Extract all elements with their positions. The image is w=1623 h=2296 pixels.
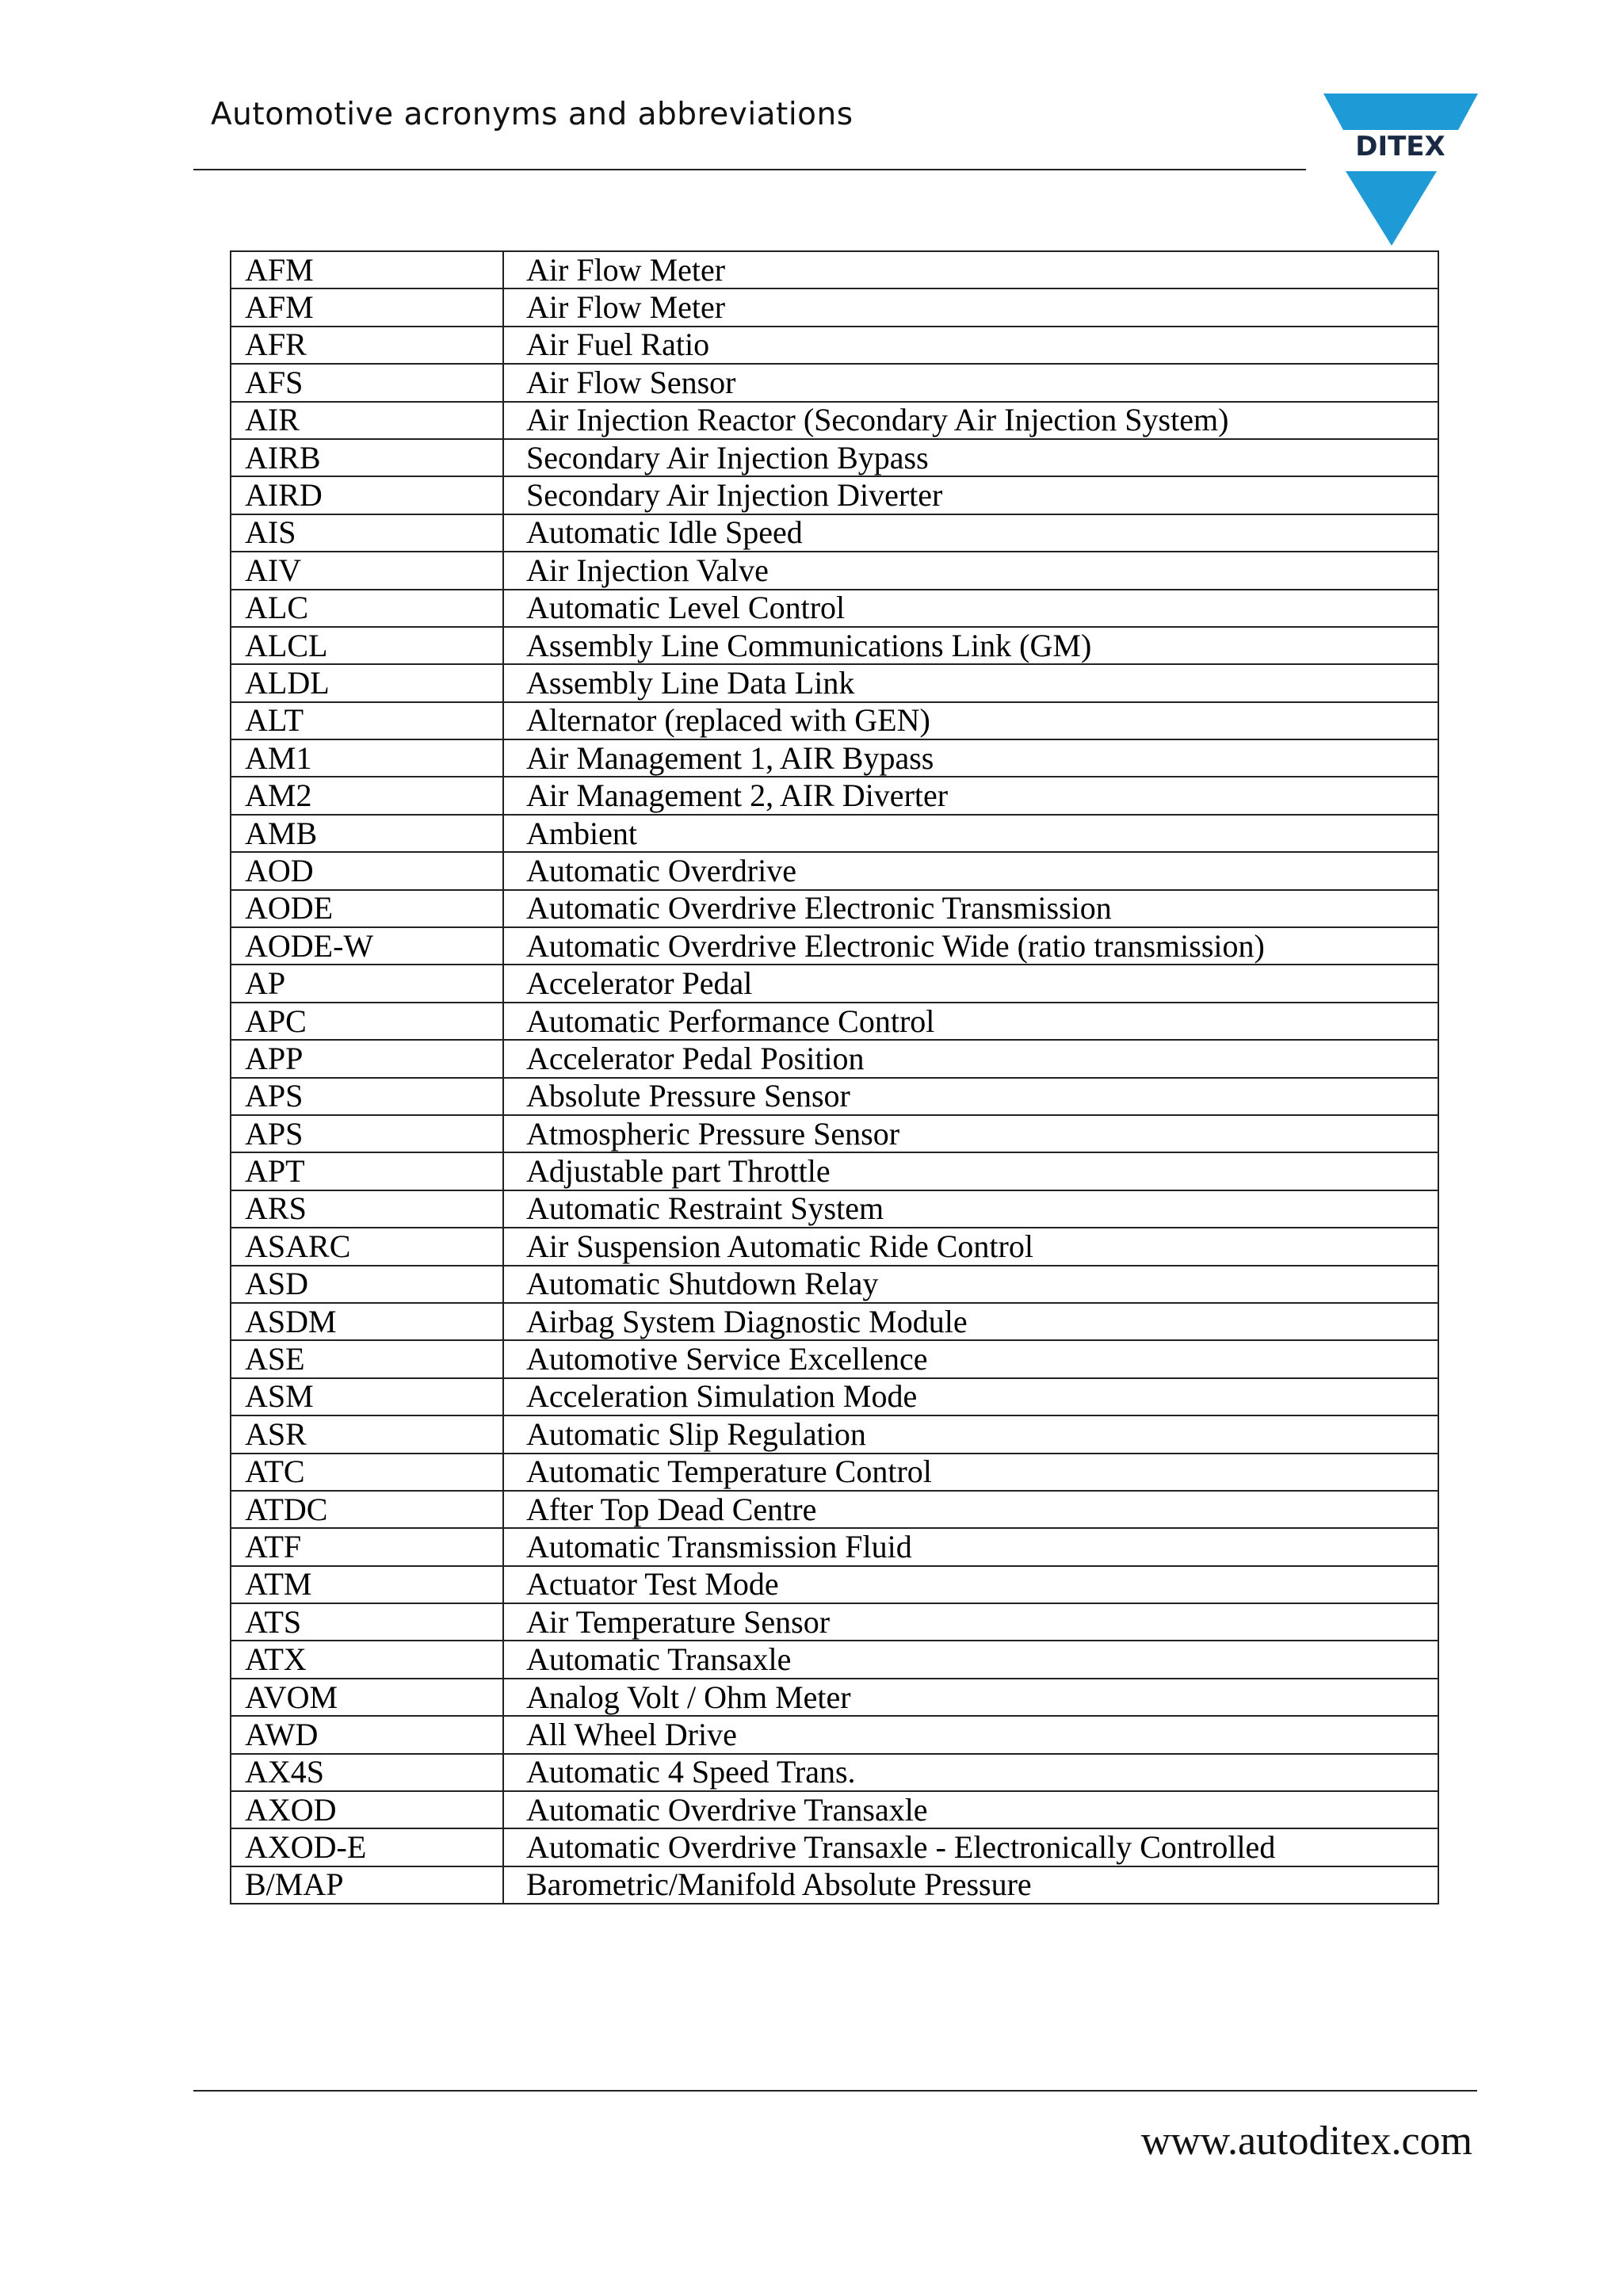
abbreviation-cell: APC [231,1003,503,1040]
description-cell: Airbag System Diagnostic Module [503,1303,1438,1340]
table-row [231,1078,1438,1115]
abbreviation-cell: APT [231,1152,503,1190]
table-row [231,1190,1438,1228]
abbreviation-cell: AFM [231,288,503,326]
abbreviation-cell: ASE [231,1340,503,1377]
table-row [231,739,1438,777]
description-cell: Secondary Air Injection Bypass [503,439,1438,476]
abbreviation-cell: AIR [231,402,503,439]
abbreviation-cell: ARS [231,1190,503,1228]
table-row [231,702,1438,739]
description-cell: Absolute Pressure Sensor [503,1078,1438,1115]
description-cell: Automatic 4 Speed Trans. [503,1754,1438,1791]
table-row [231,1415,1438,1453]
abbreviation-cell: AFR [231,327,503,364]
abbreviation-cell: ALCL [231,627,503,664]
page-header-title: Automotive acronyms and abbreviations [211,97,854,132]
description-cell: Automatic Transmission Fluid [503,1528,1438,1565]
description-cell: Acceleration Simulation Mode [503,1378,1438,1415]
abbreviation-cell: ALC [231,590,503,627]
table-row [231,476,1438,514]
description-cell: Automatic Performance Control [503,1003,1438,1040]
abbreviation-cell: AVOM [231,1679,503,1716]
table-row [231,1491,1438,1528]
table-row [231,552,1438,589]
table-row [231,1791,1438,1828]
description-cell: Air Management 1, AIR Bypass [503,739,1438,777]
description-cell: Automatic Transaxle [503,1641,1438,1678]
abbreviation-cell: ATC [231,1454,503,1491]
description-cell: Automatic Level Control [503,590,1438,627]
abbreviation-cell: AODE-W [231,927,503,965]
table-row [231,1828,1438,1866]
table-row [231,1115,1438,1152]
footer-divider [193,2090,1477,2092]
description-cell: Barometric/Manifold Absolute Pressure [503,1866,1438,1904]
abbreviation-cell: ALT [231,702,503,739]
abbreviation-cell: AFM [231,251,503,288]
table-row [231,815,1438,852]
ditex-logo [1323,94,1478,246]
logo-text: DITEX [1355,131,1445,162]
table-row [231,1641,1438,1678]
table-row [231,1228,1438,1265]
abbreviation-cell: AIV [231,552,503,589]
abbreviation-cell: AIRB [231,439,503,476]
description-cell: All Wheel Drive [503,1716,1438,1753]
abbreviation-cell: AXOD [231,1791,503,1828]
abbreviation-cell: ATX [231,1641,503,1678]
table-row [231,327,1438,364]
table-row [231,1152,1438,1190]
description-cell: Air Fuel Ratio [503,327,1438,364]
table-row [231,1566,1438,1603]
table-row [231,1603,1438,1641]
abbreviation-cell: ASR [231,1415,503,1453]
description-cell: Secondary Air Injection Diverter [503,476,1438,514]
logo-top-triangle-icon [1323,94,1478,130]
abbreviation-cell: ATM [231,1566,503,1603]
abbreviation-cell: AM1 [231,739,503,777]
acronym-table-container [230,250,1439,1904]
logo-bottom-triangle-icon [1346,171,1437,246]
table-row [231,1866,1438,1904]
description-cell: Automatic Restraint System [503,1190,1438,1228]
description-cell: Accelerator Pedal Position [503,1040,1438,1077]
table-row [231,664,1438,701]
abbreviation-cell: AFS [231,364,503,401]
abbreviation-cell: APP [231,1040,503,1077]
abbreviation-cell: AIRD [231,476,503,514]
description-cell: Atmospheric Pressure Sensor [503,1115,1438,1152]
description-cell: Automatic Overdrive Electronic Transmission [503,890,1438,927]
abbreviation-cell: ASARC [231,1228,503,1265]
table-row [231,514,1438,552]
abbreviation-cell: AWD [231,1716,503,1753]
description-cell: Automatic Idle Speed [503,514,1438,552]
table-row [231,890,1438,927]
table-row [231,1716,1438,1753]
description-cell: Air Injection Reactor (Secondary Air Injection System) [503,402,1438,439]
table-row [231,1528,1438,1565]
table-row [231,1266,1438,1303]
description-cell: Air Injection Valve [503,552,1438,589]
abbreviation-cell: ASDM [231,1303,503,1340]
abbreviation-cell: AXOD-E [231,1828,503,1866]
table-row [231,439,1438,476]
abbreviation-cell: ALDL [231,664,503,701]
description-cell: Air Flow Sensor [503,364,1438,401]
description-cell: Air Temperature Sensor [503,1603,1438,1641]
description-cell: Automatic Slip Regulation [503,1415,1438,1453]
description-cell: Automatic Overdrive [503,852,1438,889]
abbreviation-cell: APS [231,1078,503,1115]
description-cell: Automatic Shutdown Relay [503,1266,1438,1303]
description-cell: Automatic Temperature Control [503,1454,1438,1491]
table-row [231,288,1438,326]
abbreviation-cell: AX4S [231,1754,503,1791]
abbreviation-cell: ATF [231,1528,503,1565]
description-cell: Assembly Line Communications Link (GM) [503,627,1438,664]
description-cell: Air Suspension Automatic Ride Control [503,1228,1438,1265]
table-row [231,1003,1438,1040]
abbreviation-cell: B/MAP [231,1866,503,1904]
footer-website-url: www.autoditex.com [1140,2118,1472,2164]
table-row [231,590,1438,627]
description-cell: Automatic Overdrive Transaxle [503,1791,1438,1828]
description-cell: Adjustable part Throttle [503,1152,1438,1190]
description-cell: Alternator (replaced with GEN) [503,702,1438,739]
abbreviation-cell: AIS [231,514,503,552]
description-cell: Automotive Service Excellence [503,1340,1438,1377]
table-row [231,852,1438,889]
description-cell: After Top Dead Centre [503,1491,1438,1528]
description-cell: Ambient [503,815,1438,852]
table-row [231,402,1438,439]
abbreviation-cell: APS [231,1115,503,1152]
abbreviation-cell: ASM [231,1378,503,1415]
abbreviation-cell: AODE [231,890,503,927]
acronym-table-body [231,251,1438,1904]
table-row [231,1679,1438,1716]
table-row [231,1378,1438,1415]
abbreviation-cell: ATS [231,1603,503,1641]
table-row [231,1040,1438,1077]
acronym-table [230,250,1439,1904]
table-row [231,364,1438,401]
table-row [231,1754,1438,1791]
description-cell: Air Management 2, AIR Diverter [503,777,1438,814]
table-row [231,927,1438,965]
description-cell: Air Flow Meter [503,288,1438,326]
abbreviation-cell: ATDC [231,1491,503,1528]
header-divider [193,169,1306,170]
table-row [231,1340,1438,1377]
description-cell: Accelerator Pedal [503,965,1438,1002]
description-cell: Assembly Line Data Link [503,664,1438,701]
description-cell: Automatic Overdrive Electronic Wide (ratio transmission) [503,927,1438,965]
description-cell: Actuator Test Mode [503,1566,1438,1603]
description-cell: Analog Volt / Ohm Meter [503,1679,1438,1716]
table-row [231,1303,1438,1340]
table-row [231,965,1438,1002]
table-row [231,251,1438,288]
table-row [231,1454,1438,1491]
abbreviation-cell: AMB [231,815,503,852]
description-cell: Automatic Overdrive Transaxle - Electronically Controlled [503,1828,1438,1866]
abbreviation-cell: AP [231,965,503,1002]
abbreviation-cell: ASD [231,1266,503,1303]
description-cell: Air Flow Meter [503,251,1438,288]
abbreviation-cell: AM2 [231,777,503,814]
abbreviation-cell: AOD [231,852,503,889]
table-row [231,777,1438,814]
table-row [231,627,1438,664]
